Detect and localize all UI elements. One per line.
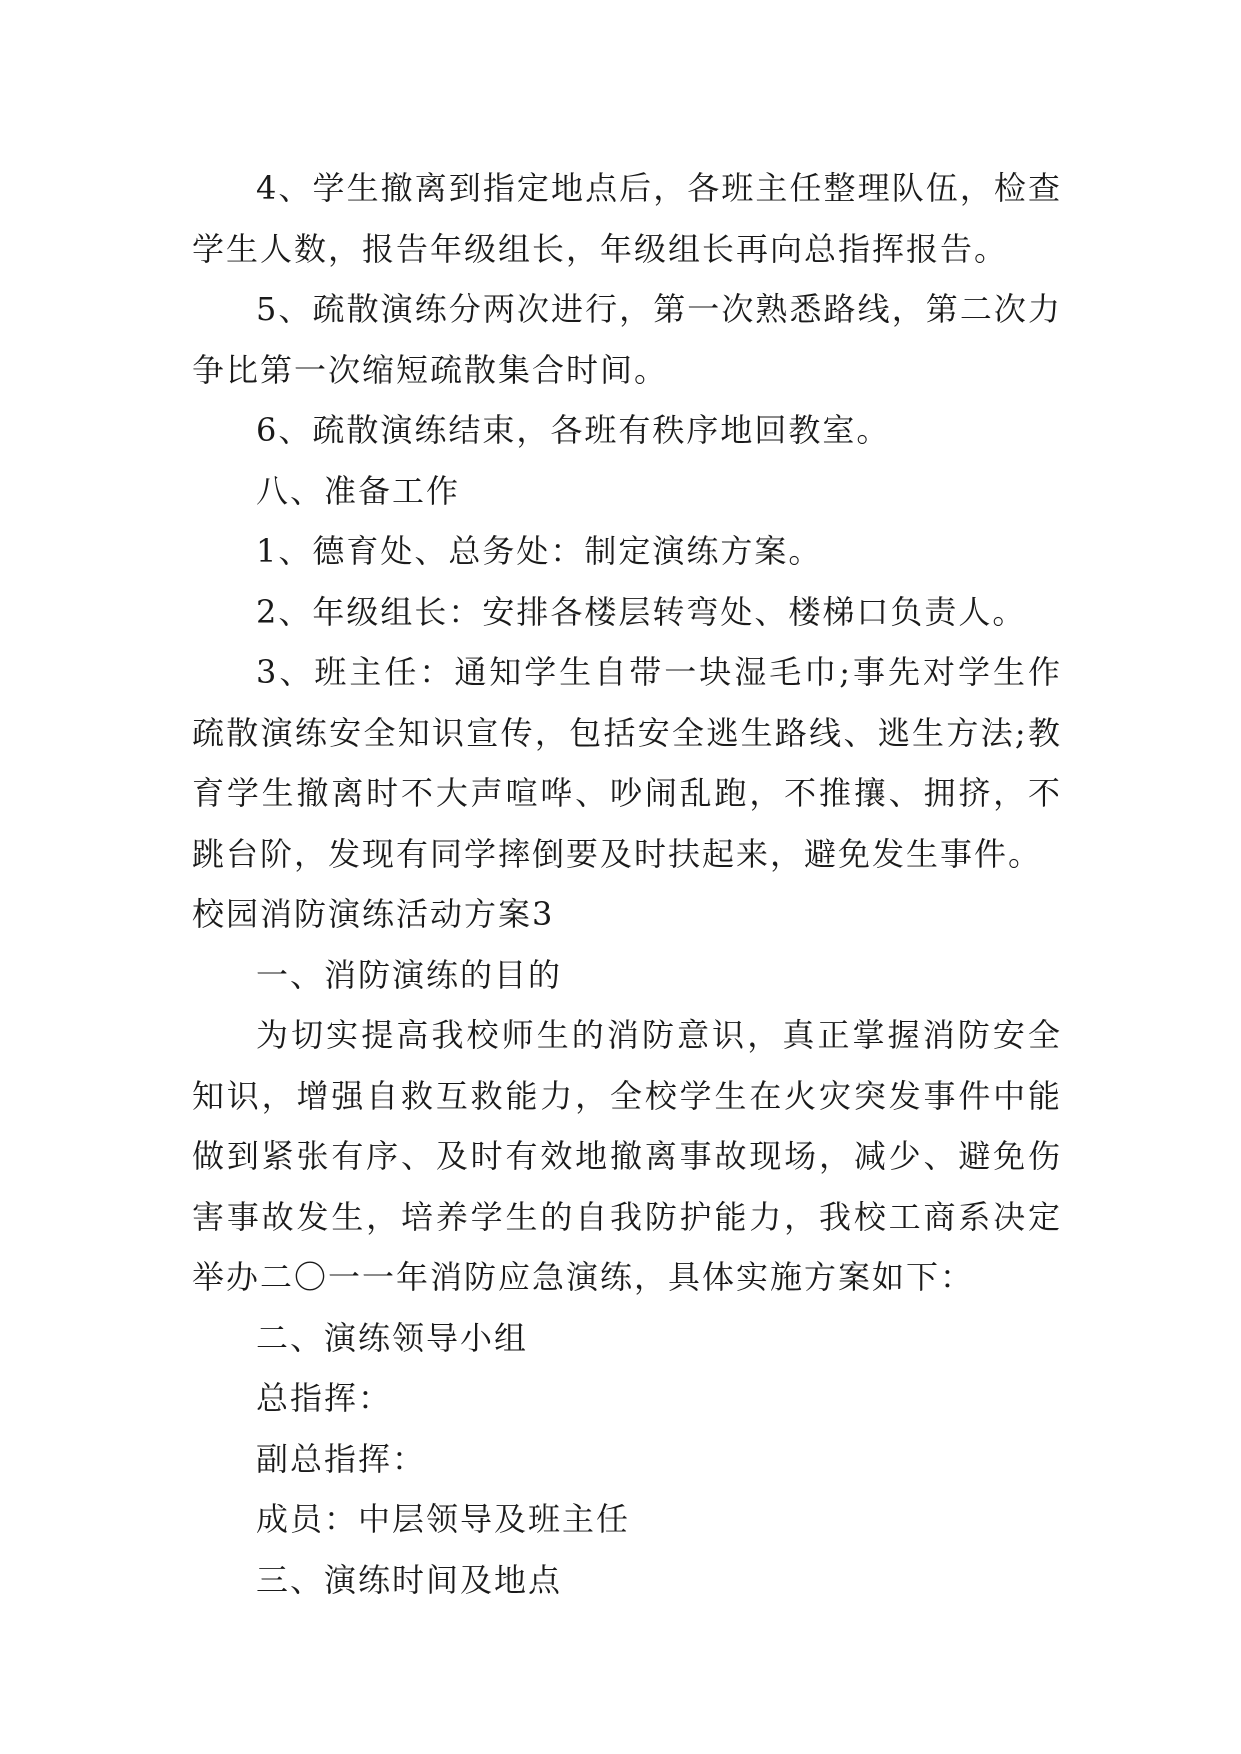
paragraph-prep-2: 2、年级组长：安排各楼层转弯处、楼梯口负责人。 bbox=[256, 592, 1027, 631]
paragraph-deputy-commander: 副总指挥： bbox=[256, 1439, 427, 1478]
paragraph-commander: 总指挥： bbox=[256, 1379, 393, 1417]
document-body bbox=[192, 158, 1062, 1610]
paragraph-5-two-drills: 5、疏散演练分两次进行，第一次熟悉路线，第二次力争比第一次缩短疏散集合时间。 bbox=[192, 290, 1062, 389]
section-heading-preparation: 八、准备工作 bbox=[256, 471, 461, 510]
paragraph-prep-3: 3、班主任：通知学生自带一块湿毛巾;事先对学生作疏散演练安全知识宣传，包括安全逃生路线、逃生方法;教育学生撤离时不大声喧哗、吵闹乱跑，不推攘、拥挤，不跳台阶，发现有同学摔倒要及时扶起来，避免发生事件。 bbox=[192, 653, 1062, 873]
paragraph-prep-1: 1、德育处、总务处：制定演练方案。 bbox=[256, 532, 823, 570]
paragraph-purpose: 为切实提高我校师生的消防意识，真正掌握消防安全知识，增强自救互救能力，全校学生在火灾突发事件中能做到紧张有序、及时有效地撤离事故现场，减少、避免伤害事故发生，培养学生的自我防护能力，我校工商系决定举办二〇一一年消防应急演练，具体实施方案如下： bbox=[192, 1016, 1062, 1296]
section-heading-leadership: 二、演练领导小组 bbox=[256, 1318, 529, 1357]
paragraph-4-evacuation-report: 4、学生撤离到指定地点后，各班主任整理队伍，检查学生人数，报告年级组长，年级组长再向总指挥报告。 bbox=[192, 169, 1062, 268]
paragraph-6-drill-end: 6、疏散演练结束，各班有秩序地回教室。 bbox=[256, 411, 891, 449]
section-heading-time-place: 三、演练时间及地点 bbox=[256, 1560, 563, 1599]
document-section-title: 校园消防演练活动方案3 bbox=[192, 895, 555, 933]
section-heading-purpose: 一、消防演练的目的 bbox=[256, 955, 563, 994]
paragraph-members: 成员：中层领导及班主任 bbox=[256, 1500, 631, 1538]
